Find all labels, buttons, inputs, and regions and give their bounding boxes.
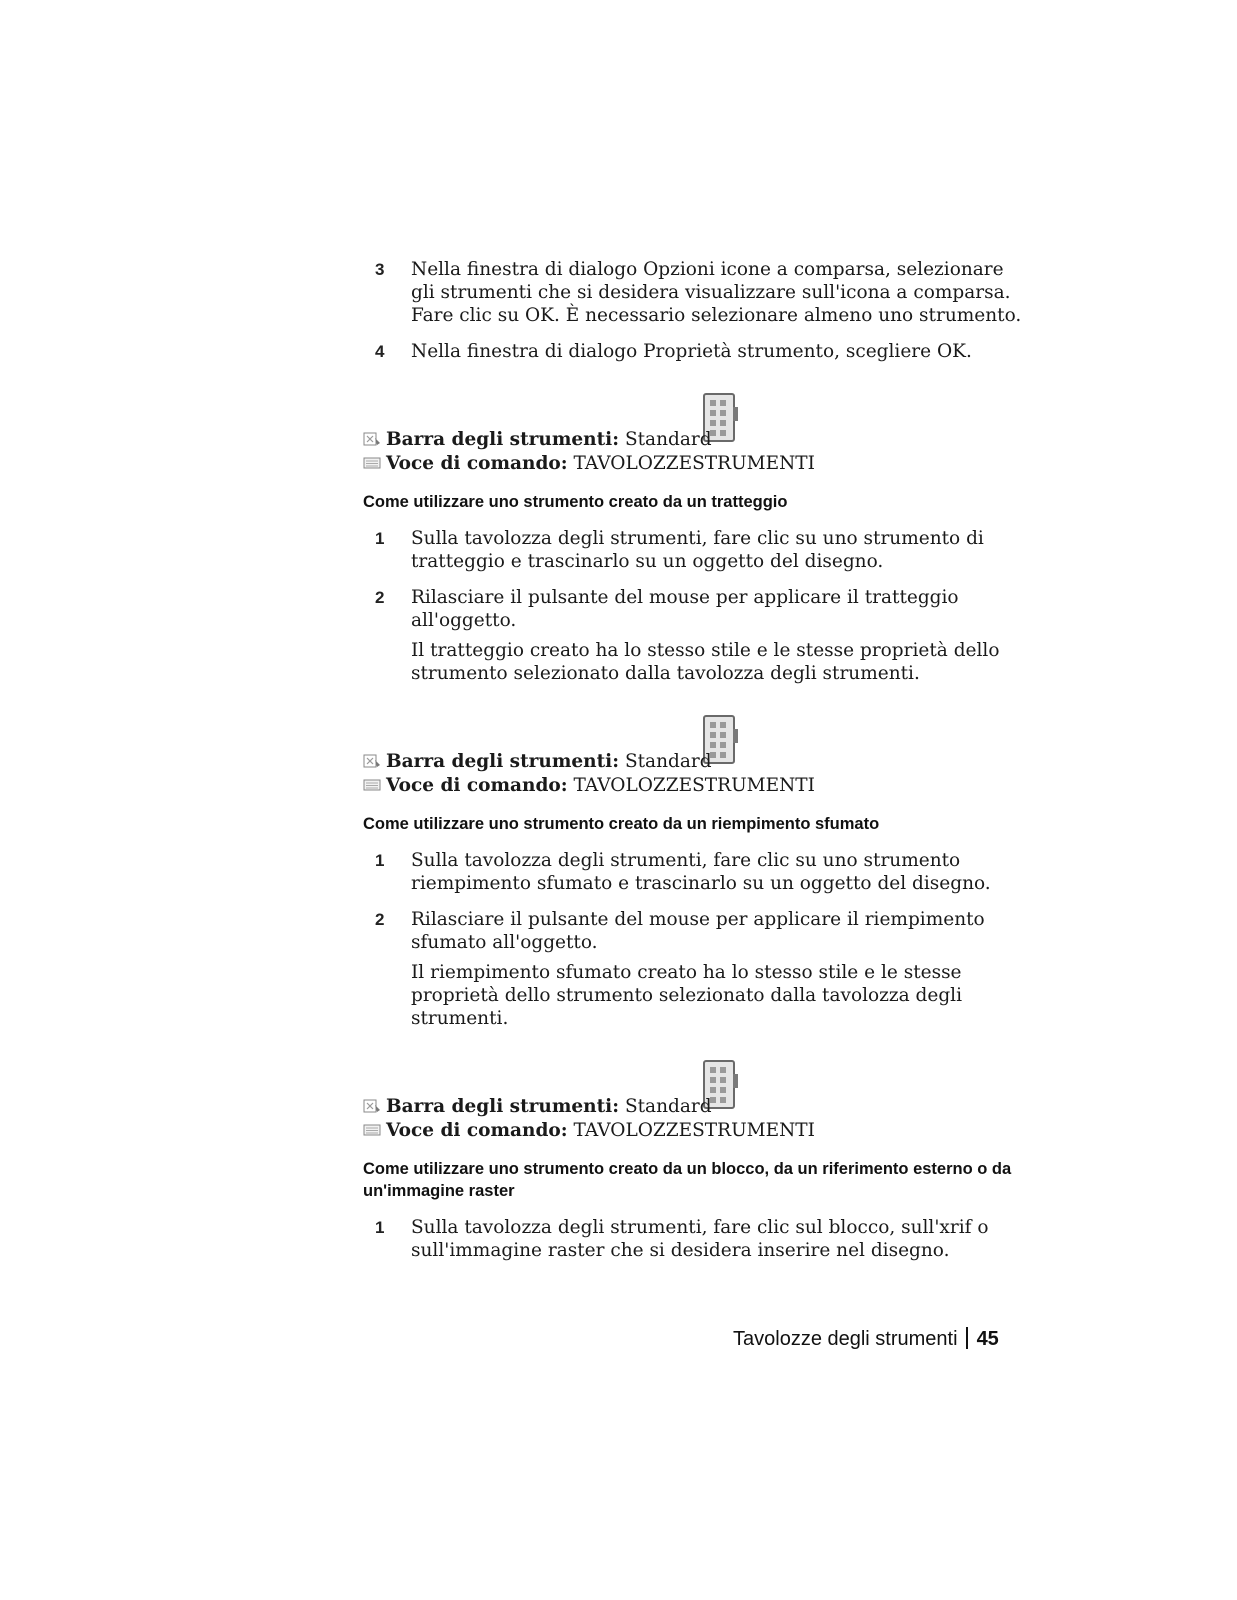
toolbar-label: Barra degli strumenti:	[386, 751, 620, 772]
section-heading: Come utilizzare uno strumento creato da un riempimento sfumato	[363, 815, 880, 833]
toolbar-reference	[363, 750, 712, 773]
step-item	[372, 340, 1022, 363]
command-value: TAVOLOZZESTRUMENTI	[573, 1120, 815, 1141]
command-reference	[372, 715, 1022, 795]
step-item	[372, 586, 1022, 632]
step-text: Sulla tavolozza degli strumenti, fare clic su uno strumento di tratteggio e trascinarlo su un oggetto del disegno.	[411, 528, 984, 572]
keyboard-icon	[363, 456, 381, 470]
toolbar-value: Standard	[624, 751, 712, 772]
command-reference	[372, 1060, 1022, 1140]
toolbar-icon	[363, 1099, 381, 1113]
command-value: TAVOLOZZESTRUMENTI	[573, 775, 815, 796]
step-text: Sulla tavolozza degli strumenti, fare clic sul blocco, sull'xrif o sull'immagine raster che si desidera inserire nel disegno.	[411, 1217, 989, 1261]
keyboard-icon	[363, 1123, 381, 1137]
command-entry	[363, 774, 815, 797]
step-item	[372, 849, 1022, 895]
step-item	[372, 1216, 1022, 1262]
command-entry	[363, 1119, 815, 1142]
toolbar-value: Standard	[624, 1096, 712, 1117]
command-value: TAVOLOZZESTRUMENTI	[573, 453, 815, 474]
step-number: 4	[375, 342, 385, 361]
command-label: Voce di comando:	[386, 775, 568, 796]
page-number: 45	[976, 1328, 999, 1350]
step-item	[372, 527, 1022, 573]
keyboard-icon	[363, 778, 381, 792]
step-number: 1	[375, 529, 385, 548]
chapter-title: Tavolozze degli strumenti	[733, 1328, 958, 1350]
step-number: 1	[375, 1218, 385, 1237]
toolbar-icon	[363, 754, 381, 768]
page-footer	[733, 1327, 999, 1351]
step-number: 1	[375, 851, 385, 870]
toolbar-icon	[363, 432, 381, 446]
step-number: 3	[375, 260, 385, 279]
footer-separator	[966, 1327, 968, 1349]
step-item	[372, 908, 1022, 954]
toolbar-value: Standard	[624, 429, 712, 450]
command-label: Voce di comando:	[386, 453, 568, 474]
step-text: Rilasciare il pulsante del mouse per applicare il tratteggio all'oggetto.	[411, 587, 959, 631]
step-text: Nella finestra di dialogo Proprietà strumento, scegliere OK.	[411, 341, 972, 362]
step-item	[372, 258, 1022, 327]
section-heading: Come utilizzare uno strumento creato da un tratteggio	[363, 493, 788, 511]
step-text: Sulla tavolozza degli strumenti, fare clic su uno strumento riempimento sfumato e trascinarlo su un oggetto del disegno.	[411, 850, 991, 894]
toolbar-reference	[363, 428, 712, 451]
section-heading: Come utilizzare uno strumento creato da un blocco, da un riferimento esterno o da un'immagine raster	[363, 1160, 1012, 1200]
command-reference	[372, 393, 1022, 473]
command-entry	[363, 452, 815, 475]
step-note: Il riempimento sfumato creato ha lo stesso stile e le stesse proprietà dello strumento selezionato dalla tavolozza degli strumenti.	[411, 962, 963, 1029]
step-number: 2	[375, 588, 385, 607]
step-text: Rilasciare il pulsante del mouse per applicare il riempimento sfumato all'oggetto.	[411, 909, 985, 953]
command-label: Voce di comando:	[386, 1120, 568, 1141]
step-text: Nella finestra di dialogo Opzioni icone a comparsa, selezionare gli strumenti che si desidera visualizzare sull'icona a comparsa. Fare clic su OK. È necessario selezionare almeno uno strumento.	[411, 259, 1022, 326]
step-number: 2	[375, 910, 385, 929]
page-content	[363, 258, 1022, 1275]
toolbar-reference	[363, 1095, 712, 1118]
toolbar-label: Barra degli strumenti:	[386, 1096, 620, 1117]
toolbar-label: Barra degli strumenti:	[386, 429, 620, 450]
step-note: Il tratteggio creato ha lo stesso stile e le stesse proprietà dello strumento selezionato dalla tavolozza degli strumenti.	[411, 640, 1000, 684]
